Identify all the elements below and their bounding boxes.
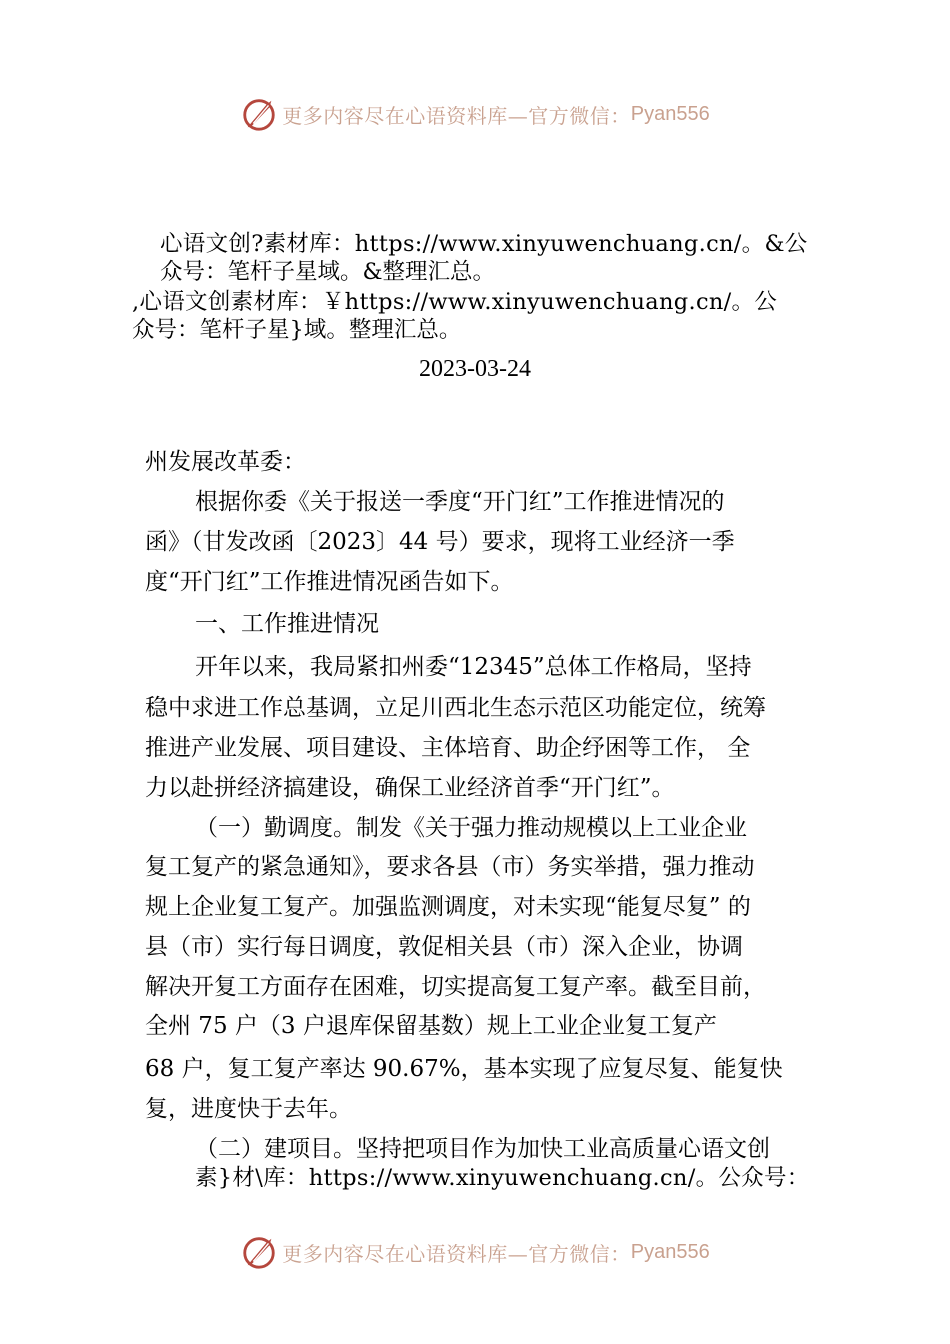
paragraph-1-line-1: 根据你委《关于报送一季度“开门红”工作推进情况的 <box>195 489 725 515</box>
banner-text: 更多内容尽在心语资料库—官方微信： <box>282 1241 631 1266</box>
watermark-line-1: 心语文创?素材库：https://www.xinyuwenchuang.cn/。&公 <box>160 231 808 257</box>
paragraph-1-line-2: 函》（甘发改函〔2023〕44 号）要求，现将工业经济一季 <box>145 529 735 555</box>
paragraph-3-line-3: 规上企业复工复产。加强监测调度，对未实现“能复尽复” 的 <box>145 894 751 920</box>
watermark-line-2: 众号：笔杆子星域。&整理汇总。 <box>160 259 496 285</box>
footer-banner <box>0 1232 950 1272</box>
header-banner <box>0 94 950 134</box>
paragraph-2-line-3: 推进产业发展、项目建设、主体培育、助企纾困等工作， 全 <box>145 735 751 761</box>
paragraph-4-line-2: 素}材\库：https://www.xinyuwenchuang.cn/。公众号： <box>195 1165 810 1191</box>
watermark-line-3: ,心语文创素材库：￥https://www.xinyuwenchuang.cn/。公 <box>132 289 778 315</box>
document-date: 2023-03-24 <box>419 356 531 382</box>
watermark-line-4: 众号：笔杆子星}域。整理汇总。 <box>132 317 462 343</box>
banner-wechat-id: Pyan556 <box>630 1240 710 1263</box>
paragraph-3-line-4: 县（市）实行每日调度，敦促相关县（市）深入企业，协调 <box>145 934 743 960</box>
banner-wechat-id: Pyan556 <box>630 102 710 125</box>
paragraph-3-line-2: 复工复产的紧急通知》，要求各县（市）务实举措，强力推动 <box>145 854 755 880</box>
paragraph-2-line-4: 力以赴拼经济搞建设，确保工业经济首季“开门红”。 <box>145 775 675 801</box>
paragraph-2-line-1: 开年以来，我局紧扣州委“12345”总体工作格局，坚持 <box>195 654 752 680</box>
banner-text: 更多内容尽在心语资料库—官方微信： <box>282 103 631 128</box>
paragraph-1-line-3: 度“开门红”工作推进情况函告如下。 <box>145 569 514 595</box>
quill-logo-icon <box>240 1233 278 1271</box>
paragraph-3-line-1: （一）勤调度。制发《关于强力推动规模以上工业企业 <box>195 815 747 841</box>
paragraph-3-line-6: 全州 75 户（3 户退库保留基数）规上工业企业复工复产 <box>145 1013 717 1039</box>
paragraph-2-line-2: 稳中求进工作总基调，立足川西北生态示范区功能定位，统筹 <box>145 695 766 721</box>
paragraph-3-line-7: 68 户，复工复产率达 90.67%，基本实现了应复尽复、能复快 <box>145 1056 783 1082</box>
section-heading-1: 一、工作推进情况 <box>195 611 379 637</box>
paragraph-4-line-1: （二）建项目。坚持把项目作为加快工业高质量心语文创 <box>195 1136 770 1162</box>
quill-logo-icon <box>240 95 278 133</box>
paragraph-3-line-8: 复，进度快于去年。 <box>145 1096 352 1122</box>
salutation: 州发展改革委： <box>145 449 306 475</box>
paragraph-3-line-5: 解决开复工方面存在困难，切实提高复工复产率。截至目前， <box>145 974 766 1000</box>
